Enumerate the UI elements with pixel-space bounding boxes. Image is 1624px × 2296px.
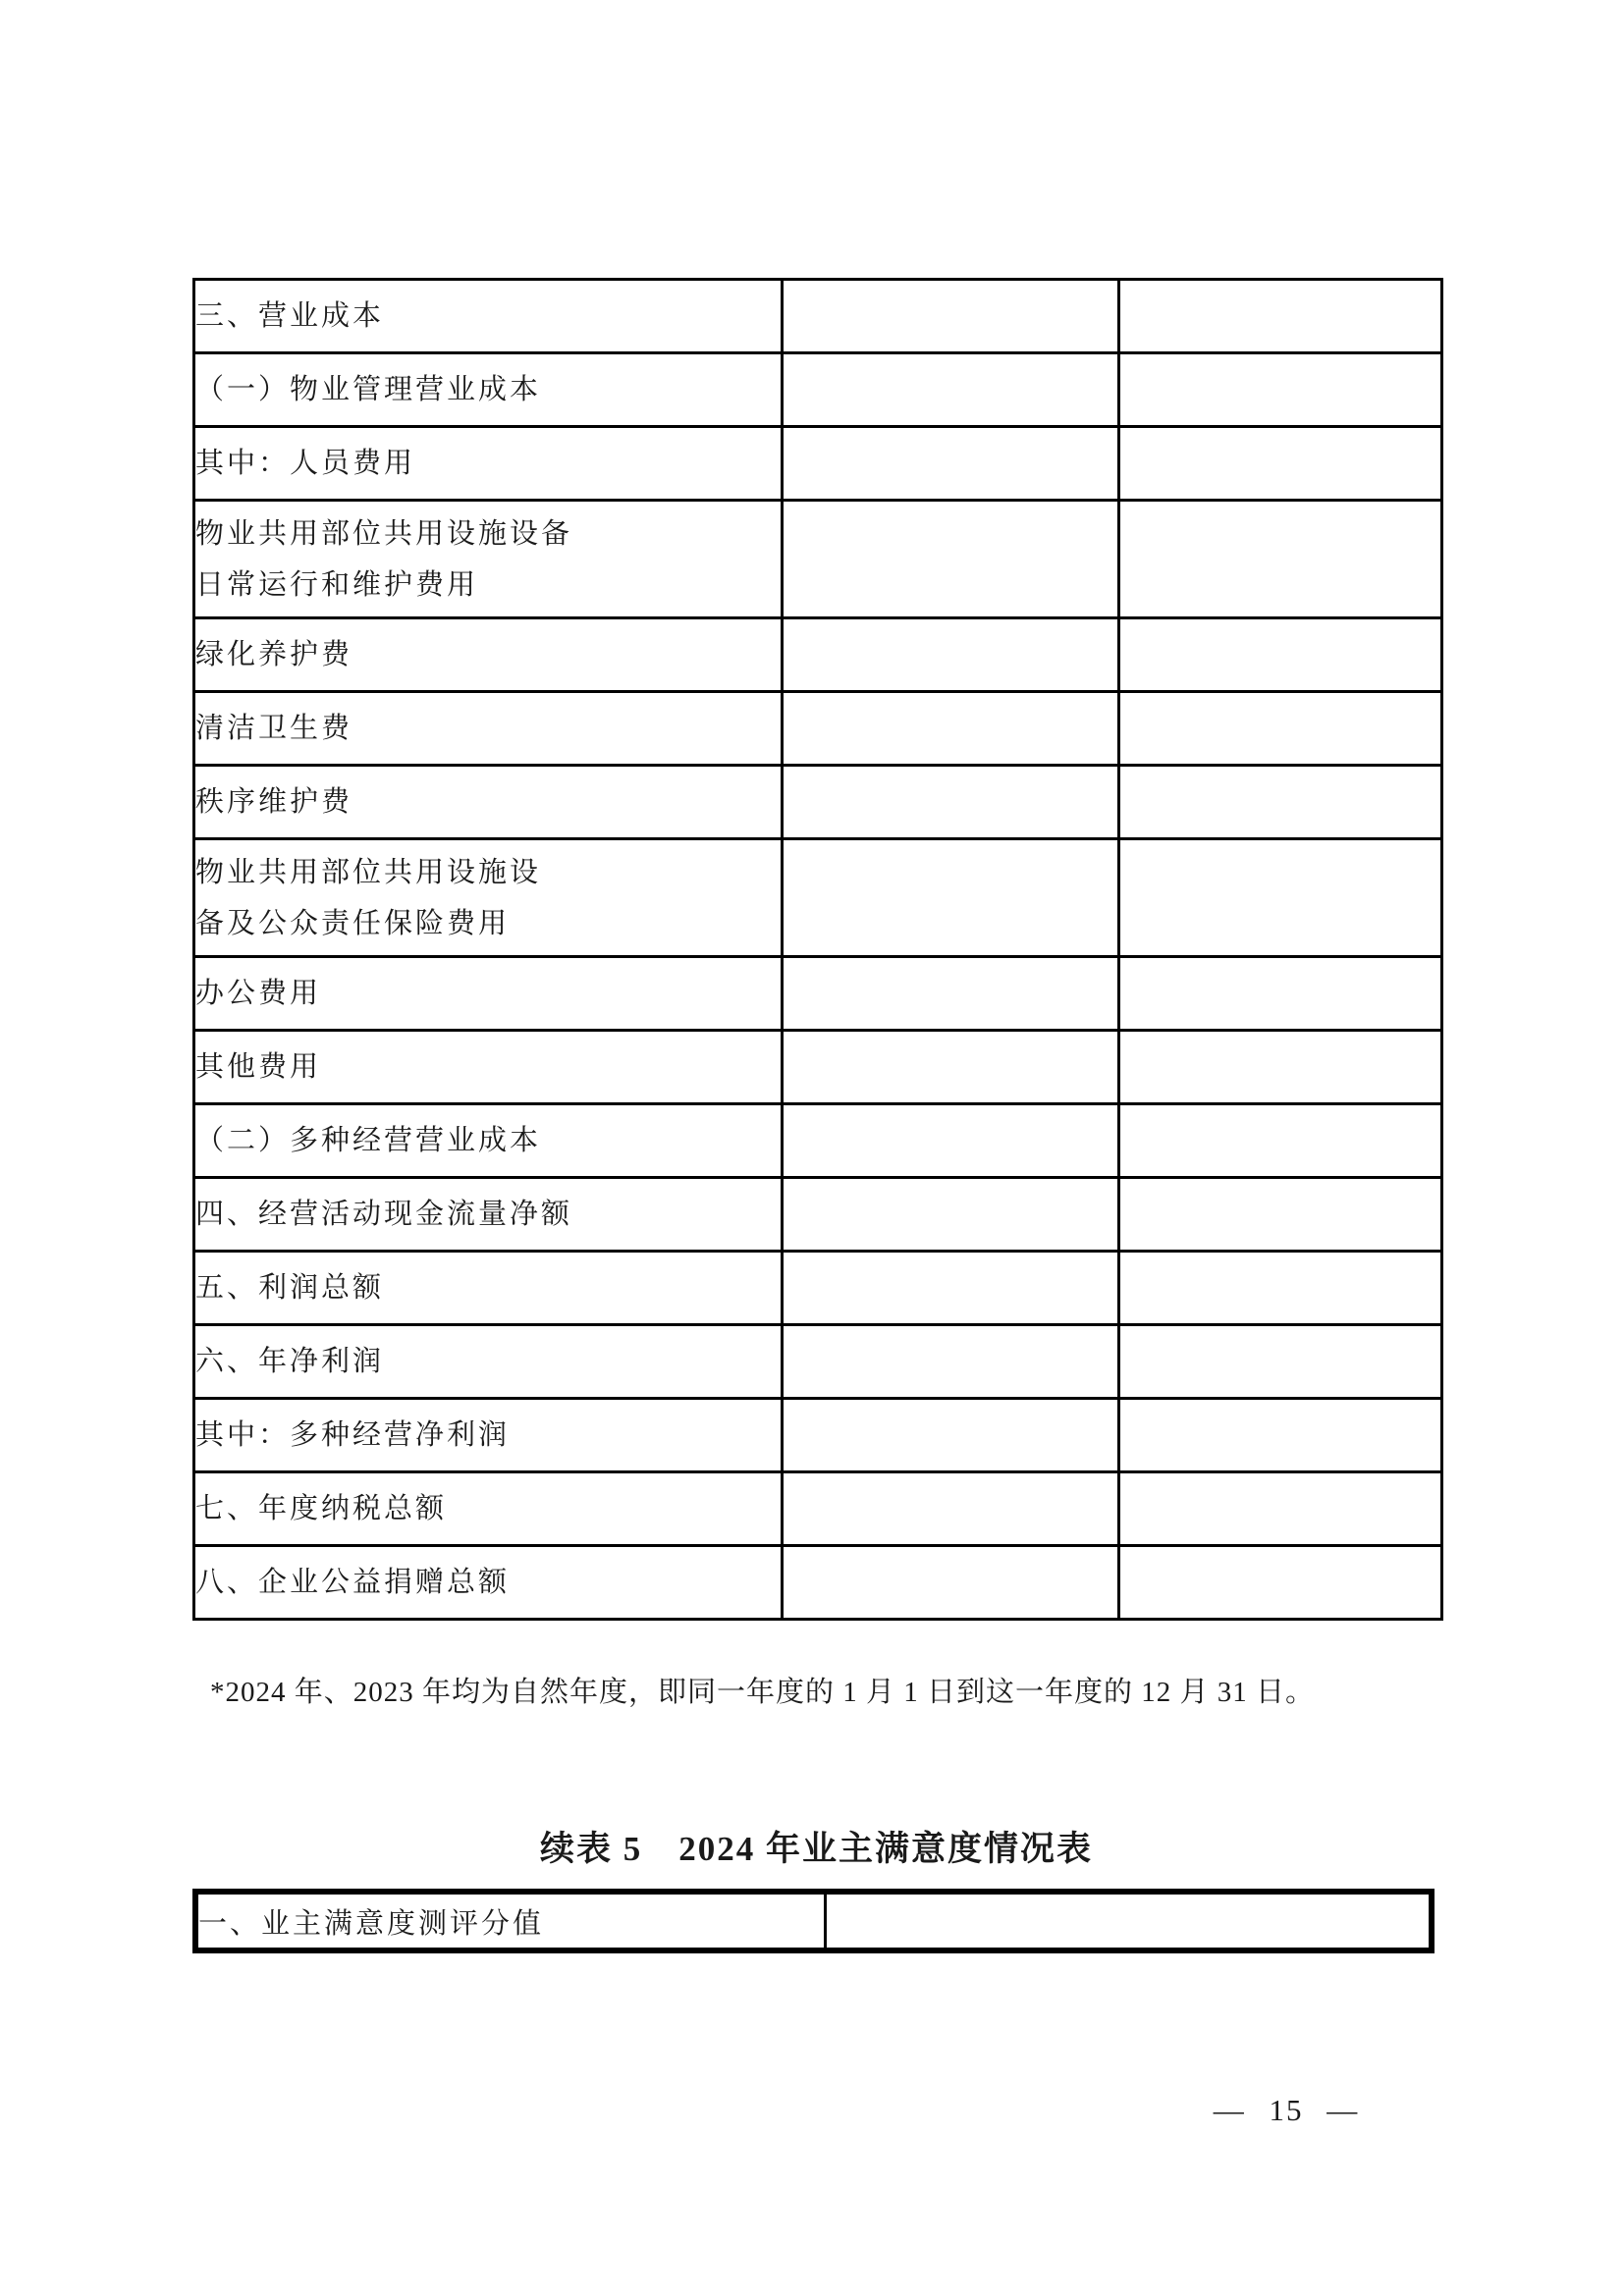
table-row <box>194 1325 1442 1399</box>
row-label: 五、利润总额 <box>195 1272 385 1304</box>
table-row <box>194 839 1442 957</box>
row-label: 备及公众责任保险费用 <box>195 907 511 939</box>
row-label: 物业共用部位共用设施设备 <box>195 517 573 550</box>
row-label: 办公费用 <box>195 978 322 1009</box>
empty-cell <box>783 353 1119 427</box>
empty-cell <box>783 957 1119 1031</box>
table-row <box>194 1178 1442 1252</box>
row-label: （一）物业管理营业成本 <box>195 374 542 405</box>
row-label-cell <box>194 427 783 501</box>
empty-cell <box>783 1399 1119 1472</box>
table-row <box>194 1472 1442 1546</box>
empty-cell <box>825 1892 1432 1950</box>
empty-cell <box>1119 427 1442 501</box>
row-label: 物业共用部位共用设施设 <box>195 856 542 888</box>
empty-cell <box>783 1178 1119 1252</box>
row-label-cell <box>194 1399 783 1472</box>
row-label-cell <box>194 766 783 839</box>
empty-cell <box>783 839 1119 957</box>
row-label: 清洁卫生费 <box>195 713 353 744</box>
row-label: 其他费用 <box>195 1051 322 1083</box>
empty-cell <box>1119 1031 1442 1104</box>
table-row <box>195 1892 1432 1950</box>
table-row <box>194 427 1442 501</box>
row-label-cell <box>194 839 783 957</box>
empty-cell <box>1119 692 1442 766</box>
row-label: 一、业主满意度测评分值 <box>198 1907 545 1940</box>
empty-cell <box>1119 839 1442 957</box>
row-label-cell <box>194 692 783 766</box>
table-row <box>194 618 1442 692</box>
empty-cell <box>1119 1399 1442 1472</box>
table-row <box>194 353 1442 427</box>
empty-cell <box>783 766 1119 839</box>
satisfaction-table <box>192 1889 1435 1953</box>
row-label-cell <box>194 1104 783 1178</box>
empty-cell <box>1119 1546 1442 1620</box>
empty-cell <box>1119 501 1442 618</box>
empty-cell <box>783 427 1119 501</box>
row-label-cell <box>194 1031 783 1104</box>
table-row <box>194 501 1442 618</box>
row-label: 六、年净利润 <box>195 1346 385 1377</box>
row-label-cell <box>194 618 783 692</box>
empty-cell <box>1119 957 1442 1031</box>
table-row <box>194 692 1442 766</box>
empty-cell <box>783 618 1119 692</box>
row-label: 三、营业成本 <box>195 300 385 332</box>
cost-table <box>192 278 1443 1621</box>
row-label-cell <box>195 1892 825 1950</box>
table-row <box>194 766 1442 839</box>
empty-cell <box>783 1104 1119 1178</box>
empty-cell <box>1119 1252 1442 1325</box>
row-label-cell <box>194 1546 783 1620</box>
row-label: 日常运行和维护费用 <box>195 568 479 601</box>
continuation-table-title: 续表 5 2024 年业主满意度情况表 <box>539 1830 1093 1868</box>
row-label: 绿化养护费 <box>195 639 353 670</box>
empty-cell <box>783 1325 1119 1399</box>
row-label-cell <box>194 1325 783 1399</box>
row-label-cell <box>194 280 783 353</box>
row-label-cell <box>194 1252 783 1325</box>
empty-cell <box>1119 1104 1442 1178</box>
empty-cell <box>1119 280 1442 353</box>
empty-cell <box>1119 1178 1442 1252</box>
row-label: 七、年度纳税总额 <box>195 1493 448 1524</box>
empty-cell <box>1119 766 1442 839</box>
table-row <box>194 1399 1442 1472</box>
empty-cell <box>783 1546 1119 1620</box>
row-label: 四、经营活动现金流量净额 <box>195 1199 573 1230</box>
table-row <box>194 1031 1442 1104</box>
empty-cell <box>1119 1472 1442 1546</box>
empty-cell <box>783 501 1119 618</box>
empty-cell <box>783 1252 1119 1325</box>
table-row <box>194 1546 1442 1620</box>
row-label: 其中：多种经营净利润 <box>195 1419 511 1451</box>
table-row <box>194 1252 1442 1325</box>
row-label-cell <box>194 957 783 1031</box>
row-label: 八、企业公益捐赠总额 <box>195 1567 511 1598</box>
table-row <box>194 280 1442 353</box>
row-label: 其中：人员费用 <box>195 448 416 479</box>
empty-cell <box>1119 1325 1442 1399</box>
empty-cell <box>783 1472 1119 1546</box>
empty-cell <box>783 280 1119 353</box>
row-label-cell <box>194 1178 783 1252</box>
row-label-cell <box>194 353 783 427</box>
row-label: （二）多种经营营业成本 <box>195 1125 542 1156</box>
row-label-cell <box>194 1472 783 1546</box>
table-row <box>194 957 1442 1031</box>
row-label-cell <box>194 501 783 618</box>
empty-cell <box>1119 353 1442 427</box>
page-number: — 15 — <box>1213 2093 1360 2127</box>
empty-cell <box>783 1031 1119 1104</box>
table-footnote: *2024 年、2023 年均为自然年度，即同一年度的 1 月 1 日到这一年度的 12 月 31 日。 <box>210 1677 1316 1708</box>
empty-cell <box>1119 618 1442 692</box>
row-label: 秩序维护费 <box>195 786 353 818</box>
table-row <box>194 1104 1442 1178</box>
empty-cell <box>783 692 1119 766</box>
